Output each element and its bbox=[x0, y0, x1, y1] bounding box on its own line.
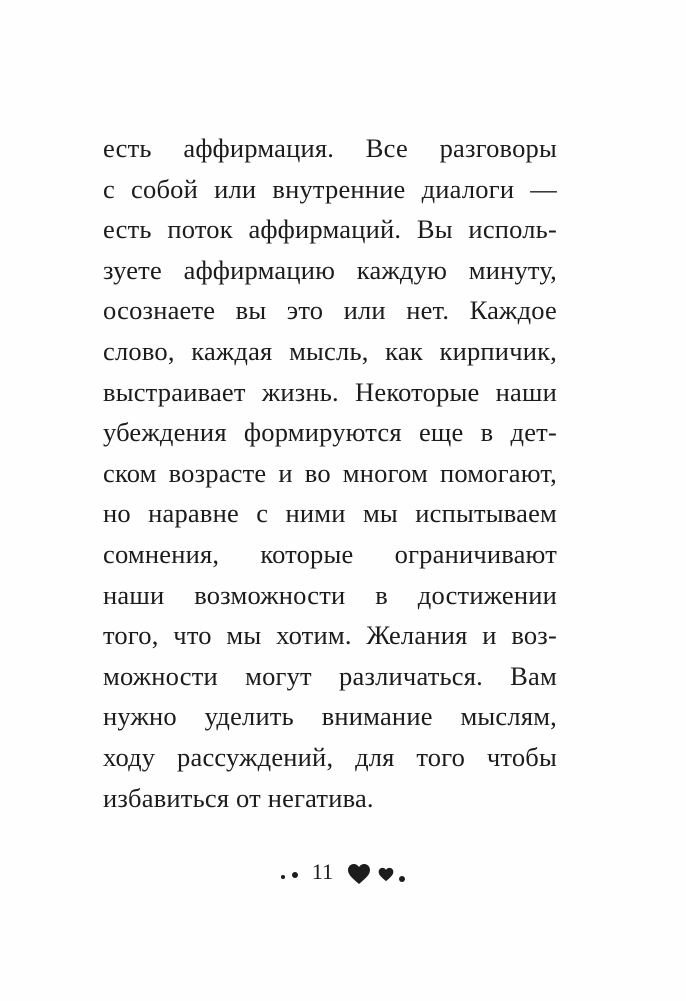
text-line: сомнения, которые ограничивают bbox=[103, 538, 557, 569]
text-line: можности могут различаться. Вам bbox=[103, 660, 557, 691]
heart-icon-small bbox=[378, 867, 394, 882]
dot-icon bbox=[399, 876, 405, 882]
text-line: слово, каждая мысль, как кирпичик, bbox=[103, 335, 557, 366]
text-line: выстраивает жизнь. Некоторые наши bbox=[103, 376, 557, 407]
text-line: есть аффирмация. Все разговоры bbox=[103, 133, 557, 163]
dot-icon bbox=[292, 872, 298, 878]
text-line: того, что мы хотим. Желания и воз- bbox=[103, 620, 557, 651]
text-line: нужно уделить внимание мыслям, bbox=[103, 701, 557, 732]
text-line: с собой или внутренние диалоги — bbox=[103, 173, 557, 204]
page-number: 11 bbox=[311, 859, 334, 884]
text-line: но наравне с ними мы испытываем bbox=[103, 498, 557, 529]
heart-icon bbox=[347, 863, 371, 885]
dot-icon bbox=[281, 875, 285, 879]
text-line: наши возможности в достижении bbox=[103, 579, 557, 610]
text-line: есть поток аффирмаций. Вы исполь- bbox=[103, 214, 557, 245]
text-line: зуете аффирмацию каждую минуту, bbox=[103, 254, 557, 285]
text-line: убеждения формируются еще в дет- bbox=[103, 417, 557, 448]
page-footer bbox=[0, 852, 686, 892]
text-line: осознаете вы это или нет. Каждое bbox=[103, 295, 557, 326]
text-line: ском возрасте и во многом помогают, bbox=[103, 457, 557, 488]
text-line: избавиться от негатива. bbox=[103, 782, 374, 813]
body-text bbox=[103, 128, 557, 818]
text-line: ходу рассуждений, для того чтобы bbox=[103, 741, 557, 772]
